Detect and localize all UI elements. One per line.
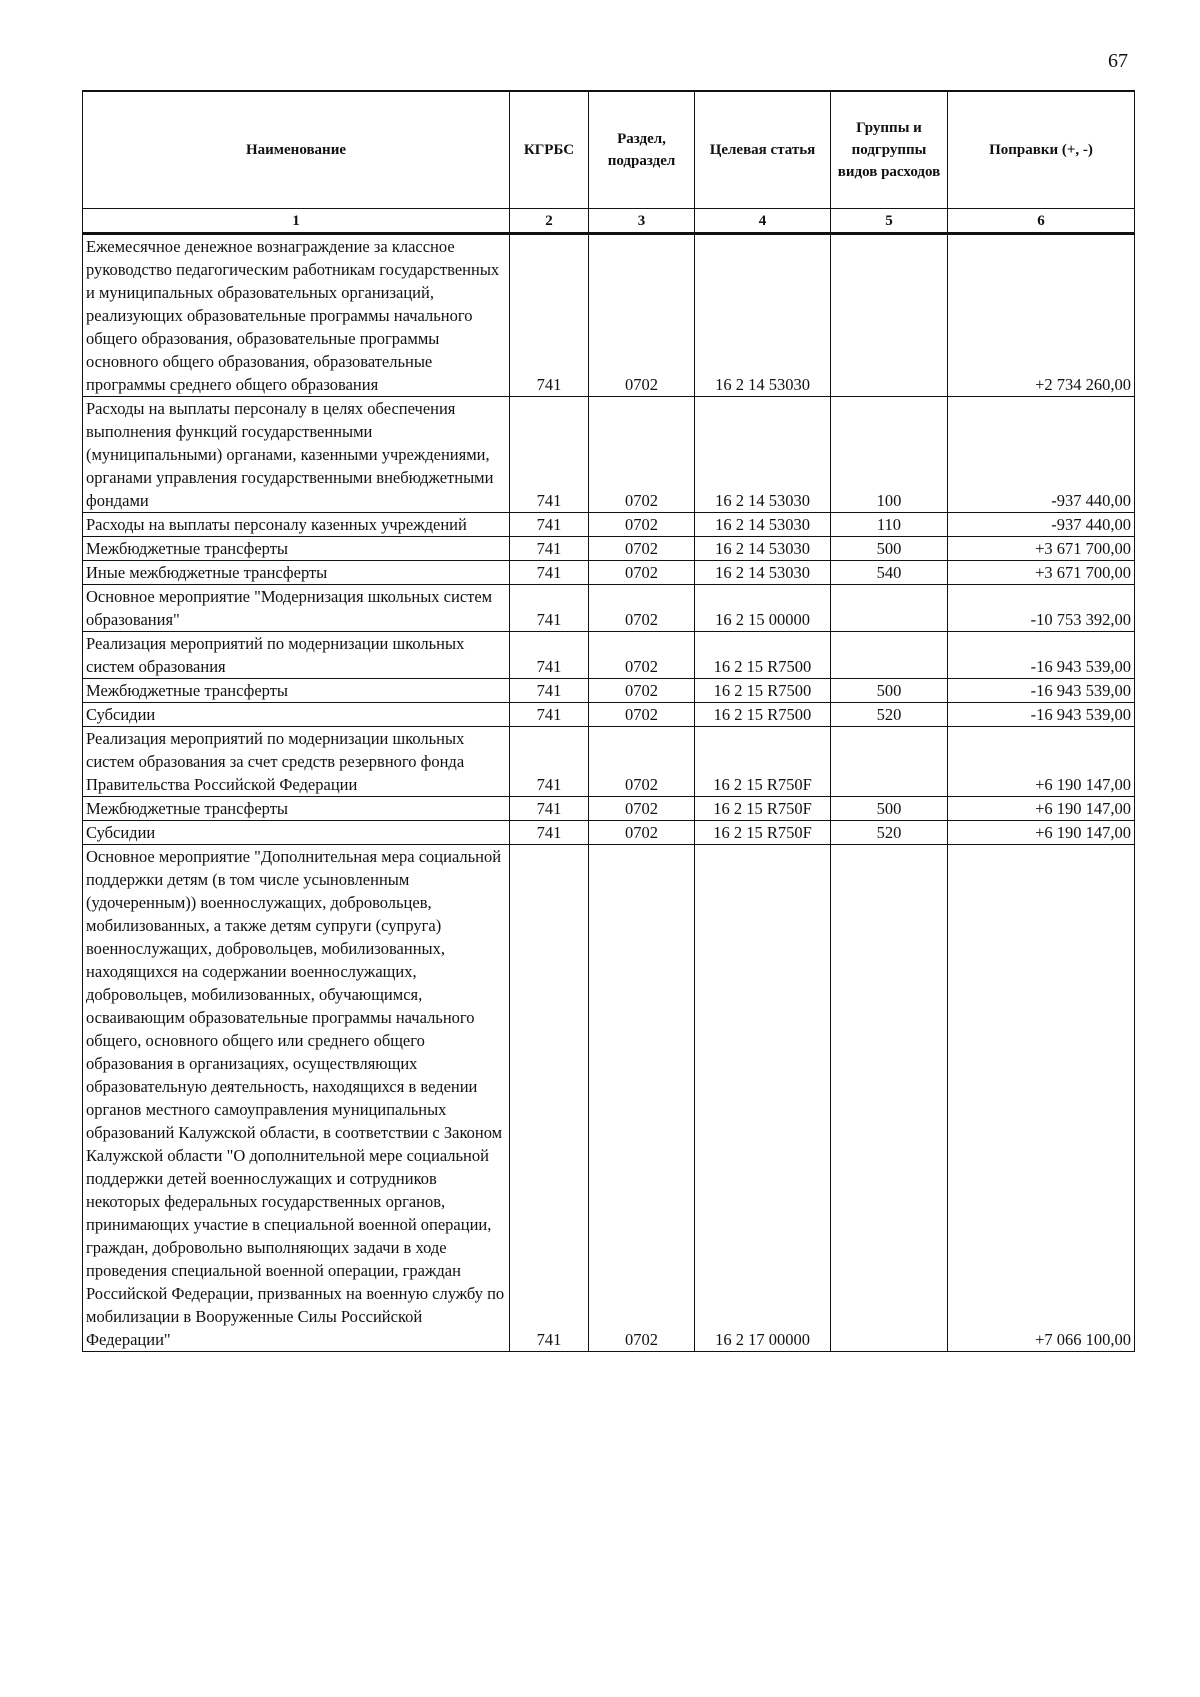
table-row xyxy=(83,234,1135,397)
cell-group xyxy=(831,845,948,1352)
cell-target: 16 2 14 53030 xyxy=(695,397,831,513)
cell-section: 0702 xyxy=(589,845,695,1352)
cell-section: 0702 xyxy=(589,727,695,797)
cell-group: 500 xyxy=(831,537,948,561)
table-row xyxy=(83,727,1135,797)
cell-section: 0702 xyxy=(589,585,695,632)
cell-target: 16 2 15 R7500 xyxy=(695,703,831,727)
cell-section: 0702 xyxy=(589,821,695,845)
cell-target: 16 2 15 R7500 xyxy=(695,679,831,703)
cell-target: 16 2 15 R7500 xyxy=(695,632,831,679)
column-number: 2 xyxy=(510,209,589,234)
cell-amount: -16 943 539,00 xyxy=(948,632,1135,679)
header-group: Группы и подгруппы видов расходов xyxy=(831,91,948,209)
cell-name: Межбюджетные трансферты xyxy=(83,797,510,821)
cell-group xyxy=(831,585,948,632)
cell-kgrbs: 741 xyxy=(510,727,589,797)
cell-group: 500 xyxy=(831,679,948,703)
table-row xyxy=(83,585,1135,632)
column-number: 5 xyxy=(831,209,948,234)
cell-amount: +2 734 260,00 xyxy=(948,234,1135,397)
cell-target: 16 2 15 R750F xyxy=(695,727,831,797)
cell-section: 0702 xyxy=(589,797,695,821)
table-header-row xyxy=(83,91,1135,209)
cell-group xyxy=(831,632,948,679)
cell-kgrbs: 741 xyxy=(510,537,589,561)
cell-section: 0702 xyxy=(589,703,695,727)
cell-group: 100 xyxy=(831,397,948,513)
cell-target: 16 2 15 R750F xyxy=(695,797,831,821)
cell-kgrbs: 741 xyxy=(510,561,589,585)
cell-name: Реализация мероприятий по модернизации школьных систем образования за счет средств резервного фонда Правительства Российской Федерации xyxy=(83,727,510,797)
column-number: 3 xyxy=(589,209,695,234)
column-number: 4 xyxy=(695,209,831,234)
cell-name: Ежемесячное денежное вознаграждение за классное руководство педагогическим работникам государственных и муниципальных образовательных организаций, реализующих образовательные программы начального общего образования, образовательные программы основного общего образования, образовательные программы среднего общего образования xyxy=(83,234,510,397)
table-row xyxy=(83,513,1135,537)
cell-group: 500 xyxy=(831,797,948,821)
cell-name: Расходы на выплаты персоналу в целях обеспечения выполнения функций государственными (муниципальными) органами, казенными учреждениями, органами управления государственными внебюджетными фондами xyxy=(83,397,510,513)
table-row xyxy=(83,537,1135,561)
cell-target: 16 2 15 R750F xyxy=(695,821,831,845)
cell-group xyxy=(831,727,948,797)
cell-amount: -16 943 539,00 xyxy=(948,703,1135,727)
column-number-row xyxy=(83,209,1135,234)
cell-amount: +7 066 100,00 xyxy=(948,845,1135,1352)
header-name: Наименование xyxy=(83,91,510,209)
cell-name: Основное мероприятие "Модернизация школьных систем образования" xyxy=(83,585,510,632)
cell-kgrbs: 741 xyxy=(510,821,589,845)
cell-amount: -937 440,00 xyxy=(948,513,1135,537)
header-amount: Поправки (+, -) xyxy=(948,91,1135,209)
cell-section: 0702 xyxy=(589,537,695,561)
header-target: Целевая статья xyxy=(695,91,831,209)
table-row xyxy=(83,561,1135,585)
cell-amount: -10 753 392,00 xyxy=(948,585,1135,632)
cell-section: 0702 xyxy=(589,561,695,585)
column-number: 6 xyxy=(948,209,1135,234)
cell-section: 0702 xyxy=(589,513,695,537)
cell-name: Иные межбюджетные трансферты xyxy=(83,561,510,585)
cell-amount: +6 190 147,00 xyxy=(948,821,1135,845)
cell-kgrbs: 741 xyxy=(510,632,589,679)
cell-target: 16 2 17 00000 xyxy=(695,845,831,1352)
cell-kgrbs: 741 xyxy=(510,797,589,821)
cell-target: 16 2 15 00000 xyxy=(695,585,831,632)
cell-name: Межбюджетные трансферты xyxy=(83,537,510,561)
cell-target: 16 2 14 53030 xyxy=(695,561,831,585)
budget-amendments-table xyxy=(82,90,1135,1352)
cell-kgrbs: 741 xyxy=(510,703,589,727)
cell-group: 520 xyxy=(831,703,948,727)
table-row xyxy=(83,703,1135,727)
page-number: 67 xyxy=(1108,50,1128,72)
header-kgrbs: КГРБС xyxy=(510,91,589,209)
cell-name: Расходы на выплаты персоналу казенных учреждений xyxy=(83,513,510,537)
table-row xyxy=(83,632,1135,679)
column-number: 1 xyxy=(83,209,510,234)
table-row xyxy=(83,397,1135,513)
cell-target: 16 2 14 53030 xyxy=(695,513,831,537)
cell-kgrbs: 741 xyxy=(510,513,589,537)
cell-kgrbs: 741 xyxy=(510,845,589,1352)
cell-group xyxy=(831,234,948,397)
cell-kgrbs: 741 xyxy=(510,585,589,632)
cell-amount: -16 943 539,00 xyxy=(948,679,1135,703)
cell-amount: +3 671 700,00 xyxy=(948,537,1135,561)
cell-name: Субсидии xyxy=(83,821,510,845)
table-row xyxy=(83,797,1135,821)
cell-group: 520 xyxy=(831,821,948,845)
cell-section: 0702 xyxy=(589,397,695,513)
cell-section: 0702 xyxy=(589,632,695,679)
cell-amount: +6 190 147,00 xyxy=(948,727,1135,797)
table-row xyxy=(83,845,1135,1352)
cell-amount: +6 190 147,00 xyxy=(948,797,1135,821)
cell-name: Основное мероприятие "Дополнительная мера социальной поддержки детям (в том числе усыновленным (удочеренным)) военнослужащих, добровольцев, мобилизованных, а также детям супруги (супруга) военнослужащих, добровольцев, мобилизованных, находящихся на содержании военнослужащих, добровольцев, мобилизованных, обучающимся, осваивающим образовательные программы начального общего, основного общего или среднего общего образования в организациях, осуществляющих образовательную деятельность, находящихся в ведении органов местного самоуправления муниципальных образований Калужской области, в соответствии с Законом Калужской области "О дополнительной мере социальной поддержки детей военнослужащих и сотрудников некоторых федеральных государственных органов, принимающих участие в специальной военной операции, граждан, добровольно выполняющих задачи в ходе проведения специальной военной операции, граждан Российской Федерации, призванных на военную службу по мобилизации в Вооруженные Силы Российской Федерации" xyxy=(83,845,510,1352)
cell-name: Субсидии xyxy=(83,703,510,727)
cell-section: 0702 xyxy=(589,234,695,397)
cell-group: 540 xyxy=(831,561,948,585)
cell-amount: +3 671 700,00 xyxy=(948,561,1135,585)
header-section: Раздел, подраздел xyxy=(589,91,695,209)
cell-kgrbs: 741 xyxy=(510,234,589,397)
cell-section: 0702 xyxy=(589,679,695,703)
cell-group: 110 xyxy=(831,513,948,537)
table-row xyxy=(83,679,1135,703)
cell-target: 16 2 14 53030 xyxy=(695,537,831,561)
cell-kgrbs: 741 xyxy=(510,679,589,703)
table-row xyxy=(83,821,1135,845)
cell-amount: -937 440,00 xyxy=(948,397,1135,513)
cell-name: Межбюджетные трансферты xyxy=(83,679,510,703)
cell-kgrbs: 741 xyxy=(510,397,589,513)
cell-target: 16 2 14 53030 xyxy=(695,234,831,397)
cell-name: Реализация мероприятий по модернизации школьных систем образования xyxy=(83,632,510,679)
